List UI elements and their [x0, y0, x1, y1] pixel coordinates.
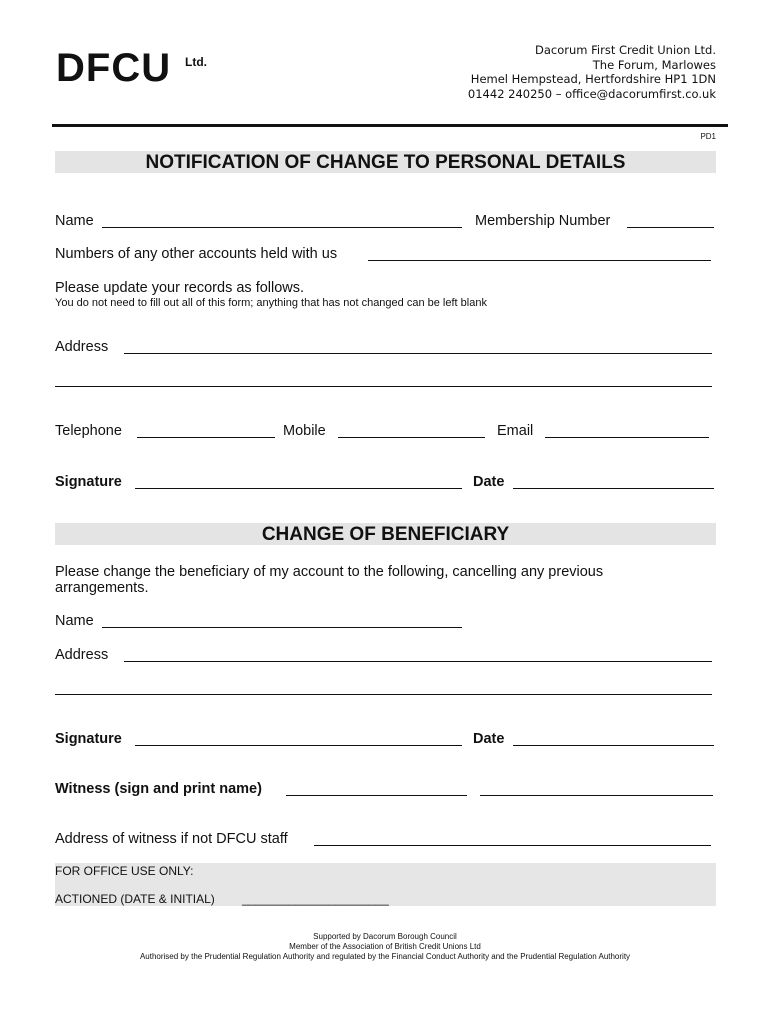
beneficiary-date-label: Date — [473, 731, 505, 747]
witness-address-field[interactable] — [314, 845, 711, 846]
footer-line-2: Member of the Association of British Credit Unions Ltd — [289, 942, 481, 951]
membership-label: Membership Number — [475, 213, 611, 229]
other-accounts-field[interactable] — [368, 260, 711, 261]
email-label: Email — [497, 423, 534, 439]
actioned-field[interactable]: ______________________ — [242, 892, 389, 906]
footer-line-3: Authorised by the Prudential Regulation Authority and regulated by the Financial Conduct Authority and the Prudential Regulation Authority — [139, 952, 631, 961]
name-field[interactable] — [102, 227, 462, 228]
office-use-heading: FOR OFFICE USE ONLY: — [55, 864, 194, 878]
address-label: Address — [55, 339, 109, 355]
beneficiary-address-label: Address — [55, 647, 109, 663]
beneficiary-name-label: Name — [55, 613, 94, 629]
address-line-1: Dacorum First Credit Union Ltd. — [535, 43, 716, 57]
section2-title: CHANGE OF BENEFICIARY — [261, 524, 510, 545]
signature-label: Signature — [55, 474, 122, 490]
witness-label: Witness (sign and print name) — [55, 781, 262, 797]
header-divider — [52, 124, 728, 127]
telephone-field[interactable] — [137, 437, 275, 438]
witness-print-name-field[interactable] — [480, 795, 713, 796]
date-field[interactable] — [513, 488, 714, 489]
beneficiary-date-field[interactable] — [513, 745, 714, 746]
beneficiary-address-line-1[interactable] — [124, 661, 712, 662]
address-field-line-2[interactable] — [55, 386, 712, 387]
logo: DFCU — [56, 46, 172, 90]
witness-address-label: Address of witness if not DFCU staff — [55, 831, 288, 847]
footer-line-1: Supported by Dacorum Borough Council — [313, 932, 457, 941]
beneficiary-intro-line-2: arrangements. — [55, 580, 149, 596]
update-note: You do not need to fill out all of this form; anything that has not changed can be left blank — [55, 297, 487, 309]
other-accounts-label: Numbers of any other accounts held with us — [55, 246, 338, 262]
address-line-2: The Forum, Marlowes — [592, 57, 716, 72]
mobile-field[interactable] — [338, 437, 485, 438]
beneficiary-name-field[interactable] — [102, 627, 462, 628]
beneficiary-signature-label: Signature — [55, 731, 122, 747]
beneficiary-address-line-2[interactable] — [55, 694, 712, 695]
membership-field[interactable] — [627, 227, 714, 228]
beneficiary-intro-line-1: Please change the beneficiary of my account to the following, cancelling any previous — [55, 564, 604, 580]
update-instructions: Please update your records as follows. — [55, 280, 305, 296]
name-label: Name — [55, 213, 94, 229]
signature-field[interactable] — [135, 488, 462, 489]
date-label: Date — [473, 474, 505, 490]
address-field-line-1[interactable] — [124, 353, 712, 354]
logo-suffix: Ltd. — [185, 55, 207, 69]
telephone-label: Telephone — [55, 423, 122, 439]
section1-title: NOTIFICATION OF CHANGE TO PERSONAL DETAILS — [145, 152, 626, 173]
email-field[interactable] — [545, 437, 709, 438]
mobile-label: Mobile — [283, 423, 326, 439]
beneficiary-signature-field[interactable] — [135, 745, 462, 746]
witness-signature-field[interactable] — [286, 795, 467, 796]
footer — [0, 932, 770, 962]
form-reference: PD1 — [700, 132, 716, 141]
actioned-label: ACTIONED (DATE & INITIAL) — [55, 892, 215, 906]
org-address — [468, 43, 716, 101]
address-line-4: 01442 240250 – office@dacorumfirst.co.uk — [467, 86, 716, 101]
address-line-3: Hemel Hempstead, Hertfordshire HP1 1DN — [470, 72, 716, 86]
